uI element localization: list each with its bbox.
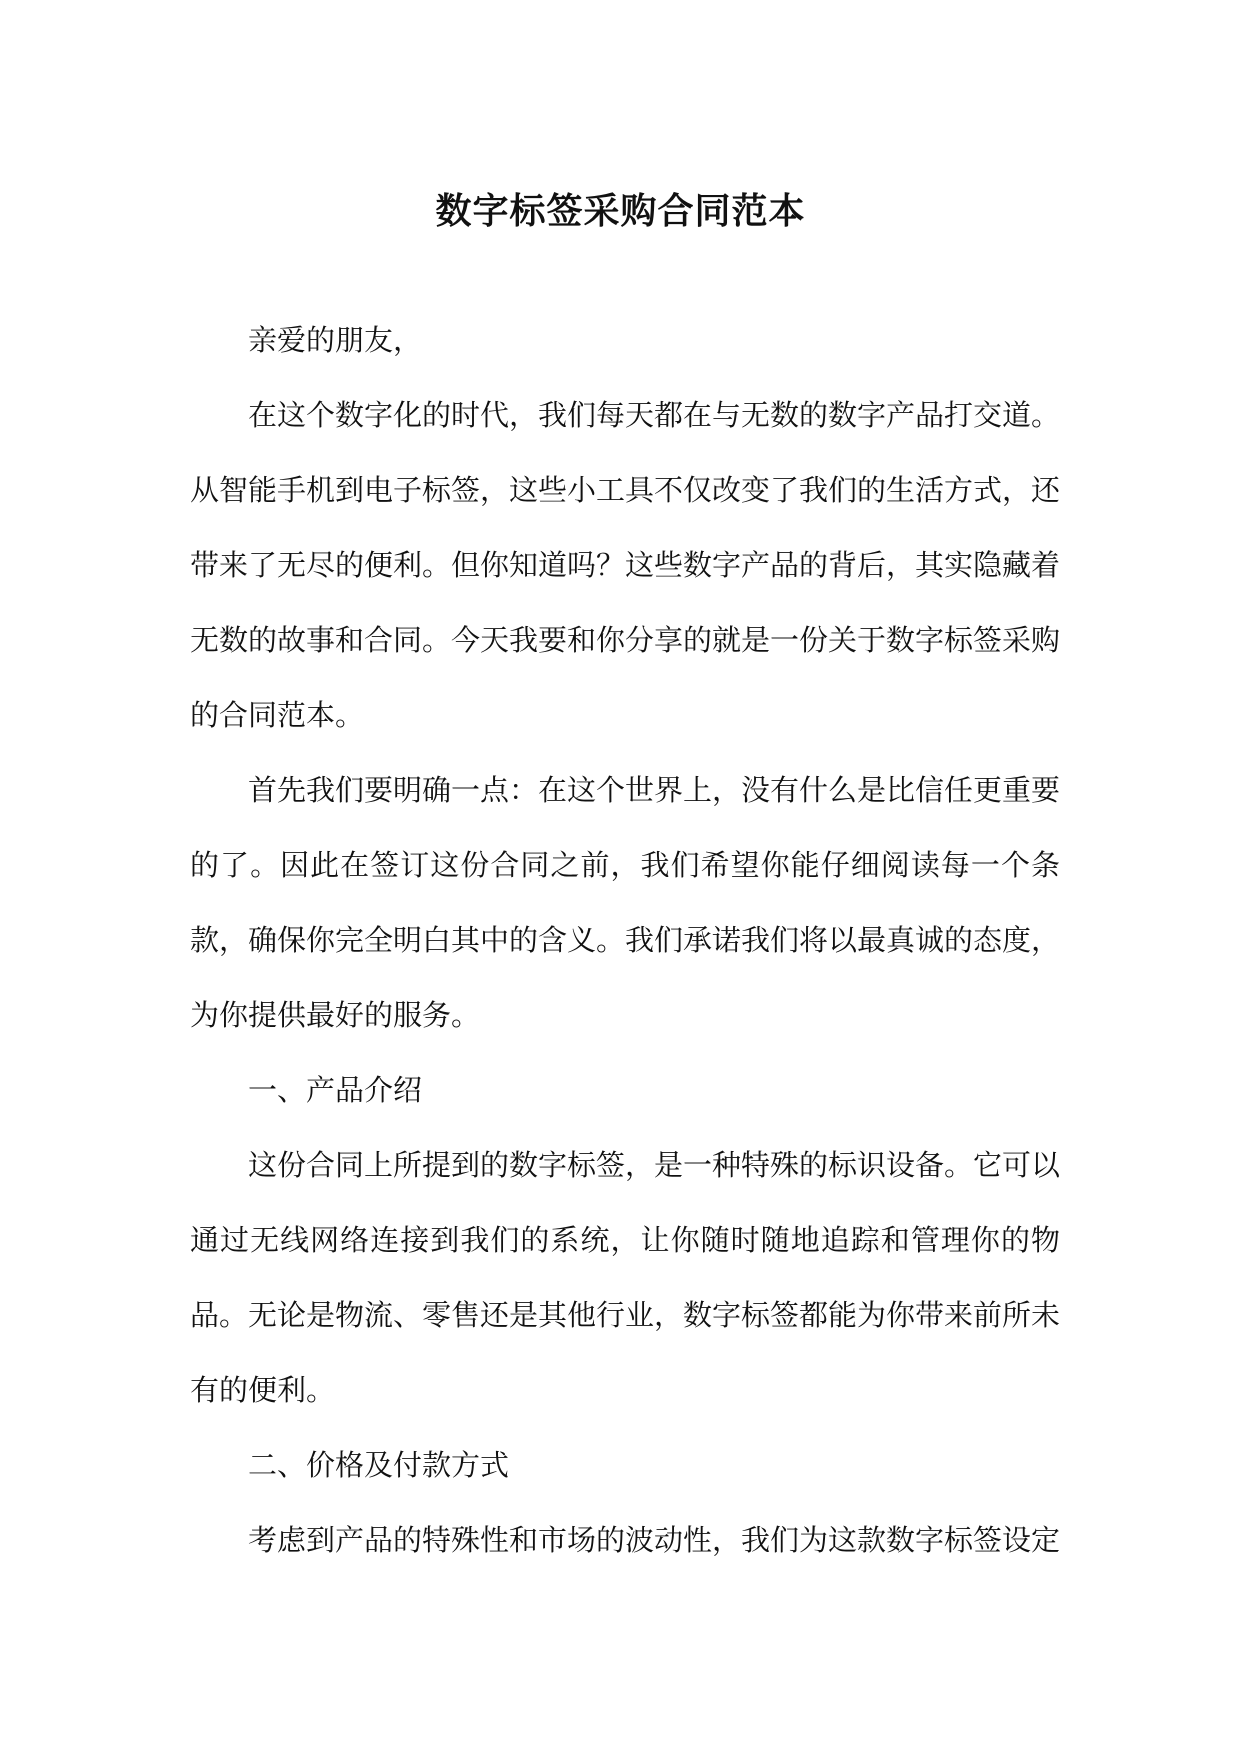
paragraph-price: 考虑到产品的特殊性和市场的波动性，我们为这款数字标签设定 bbox=[248, 1523, 1061, 1557]
paragraph-greeting: 亲爱的朋友， bbox=[248, 323, 423, 357]
paragraph-intro: 在这个数字化的时代，我们每天都在与无数的数字产品打交道。从智能手机到电子标签，这些小工具不仅改变了我们的生活方式，还带来了无尽的便利。但你知道吗？这些数字产品的背后，其实隐藏着无数的故事和合同。今天我要和你分享的就是一份关于数字标签采购的合同范本。 bbox=[190, 398, 1061, 732]
section-heading-price: 二、价格及付款方式 bbox=[248, 1448, 510, 1482]
paragraph-trust: 首先我们要明确一点：在这个世界上，没有什么是比信任更重要的了。因此在签订这份合同之前，我们希望你能仔细阅读每一个条款，确保你完全明白其中的含义。我们承诺我们将以最真诚的态度，为你提供最好的服务。 bbox=[190, 773, 1061, 1032]
section-heading-product: 一、产品介绍 bbox=[248, 1073, 423, 1107]
paragraph-product: 这份合同上所提到的数字标签，是一种特殊的标识设备。它可以通过无线网络连接到我们的系统，让你随时随地追踪和管理你的物品。无论是物流、零售还是其他行业，数字标签都能为你带来前所未有的便利。 bbox=[190, 1148, 1061, 1407]
document-body bbox=[190, 303, 1060, 1578]
document-title: 数字标签采购合同范本 bbox=[435, 190, 806, 232]
